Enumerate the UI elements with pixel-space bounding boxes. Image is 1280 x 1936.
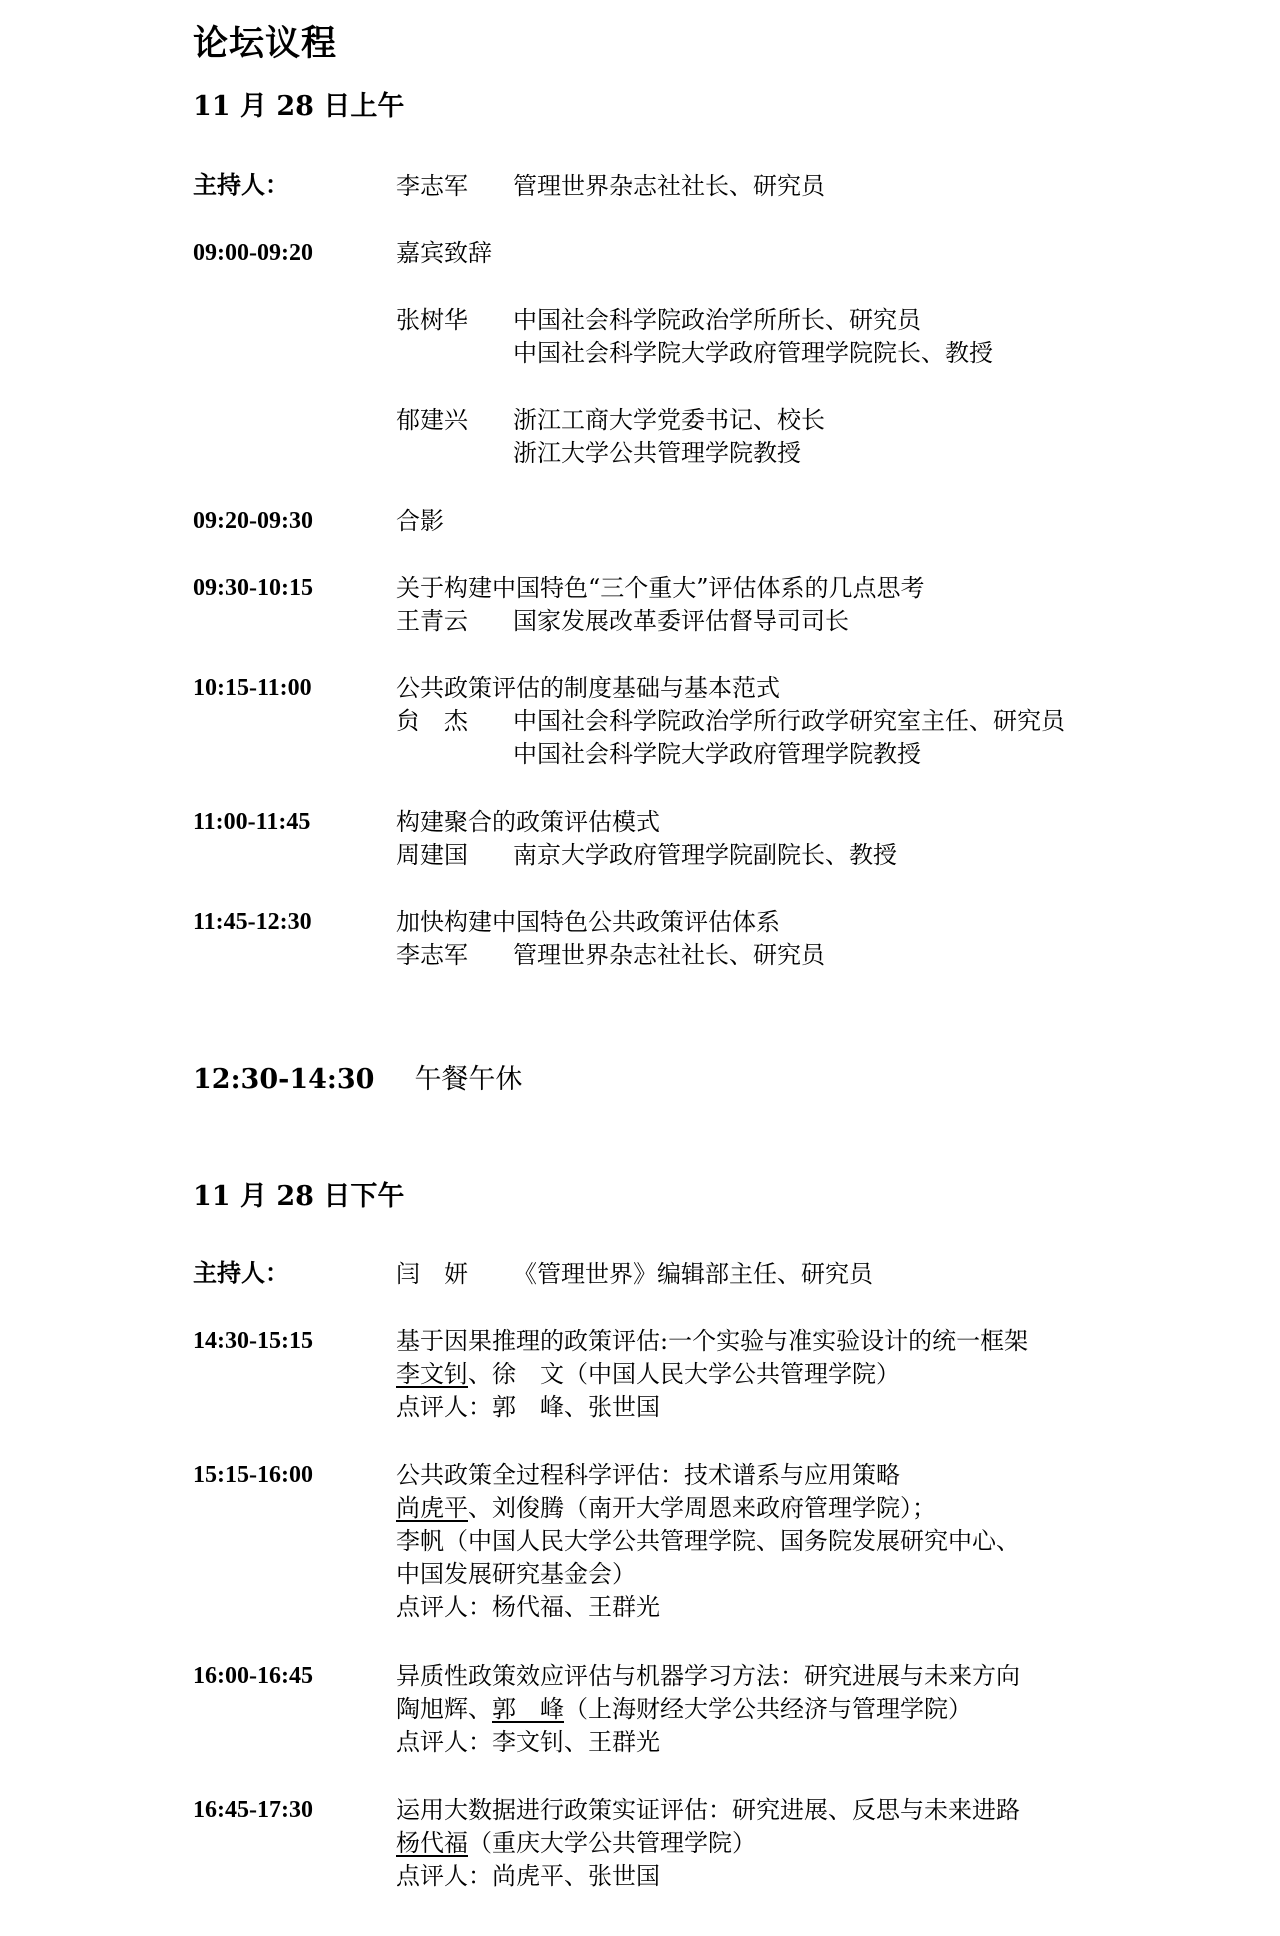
presenter-name: 杨代福 [396, 1829, 468, 1857]
host-name: 闫 妍 [396, 1260, 468, 1288]
paper-title: 公共政策全过程科学评估：技术谱系与应用策略 [396, 1461, 900, 1489]
coauthors-continued: 中国发展研究基金会） [396, 1560, 636, 1588]
session-time: 16:00-16:45 [193, 1663, 313, 1689]
paper-title: 基于因果推理的政策评估:一个实验与准实验设计的统一框架 [396, 1327, 1029, 1355]
coauthors: 、刘俊腾（南开大学周恩来政府管理学院）； [468, 1494, 936, 1522]
host-name: 李志军 [396, 172, 468, 200]
paper-title: 运用大数据进行政策实证评估：研究进展、反思与未来进路 [396, 1796, 1020, 1824]
speaker-role: 南京大学政府管理学院副院长、教授 [513, 841, 897, 869]
speaker-role: 中国社会科学院政治学所所长、研究员 [513, 306, 921, 334]
session-time: 09:20-09:30 [193, 508, 313, 534]
lunch-break-row [193, 1057, 522, 1096]
speaker-role: 中国社会科学院大学政府管理学院教授 [513, 740, 921, 768]
coauthors: （上海财经大学公共经济与管理学院） [564, 1695, 972, 1723]
session-time: 09:00-09:20 [193, 240, 313, 266]
session-topic: 嘉宾致辞 [396, 239, 492, 267]
host-label: 主持人： [193, 1261, 289, 1287]
host-label: 主持人： [193, 173, 289, 199]
speaker-name: 郁建兴 [396, 406, 468, 434]
speaker-name: 张树华 [396, 306, 468, 334]
coauthors: 、徐 文（中国人民大学公共管理学院） [468, 1360, 900, 1388]
session-time: 11:00-11:45 [193, 809, 311, 835]
session-time: 10:15-11:00 [193, 675, 312, 701]
speaker-name: 贠 杰 [396, 707, 468, 735]
speaker-name: 周建国 [396, 841, 468, 869]
session-time: 09:30-10:15 [193, 575, 313, 601]
speaker-role: 中国社会科学院政治学所行政学研究室主任、研究员 [513, 707, 1065, 735]
paper-title: 异质性政策效应评估与机器学习方法：研究进展与未来方向 [396, 1662, 1020, 1690]
morning-date-heading: 11 月 28 日上午 [193, 91, 405, 122]
session-topic: 加快构建中国特色公共政策评估体系 [396, 908, 780, 936]
session-time: 16:45-17:30 [193, 1797, 313, 1823]
reviewers: 点评人：李文钊、王群光 [396, 1728, 660, 1756]
reviewers: 点评人：尚虎平、张世国 [396, 1862, 660, 1890]
session-time: 15:15-16:00 [193, 1462, 313, 1488]
session-topic: 公共政策评估的制度基础与基本范式 [396, 674, 780, 702]
host-role: 《管理世界》编辑部主任、研究员 [513, 1260, 873, 1288]
afternoon-date-heading: 11 月 28 日下午 [193, 1181, 405, 1212]
speaker-role: 浙江大学公共管理学院教授 [513, 439, 801, 467]
host-role: 管理世界杂志社社长、研究员 [513, 172, 825, 200]
session-time: 14:30-15:15 [193, 1328, 313, 1354]
coauthors: （重庆大学公共管理学院） [468, 1829, 756, 1857]
reviewers: 点评人：郭 峰、张世国 [396, 1393, 660, 1421]
speaker-role: 国家发展改革委评估督导司司长 [513, 607, 849, 635]
speaker-name: 王青云 [396, 607, 468, 635]
session-time: 11:45-12:30 [193, 909, 312, 935]
speaker-name: 李志军 [396, 941, 468, 969]
presenter-name: 李文钊 [396, 1360, 468, 1388]
speaker-role: 中国社会科学院大学政府管理学院院长、教授 [513, 339, 993, 367]
session-topic: 构建聚合的政策评估模式 [396, 808, 660, 836]
page-title: 论坛议程 [193, 23, 338, 64]
lunch-label: 午餐午休 [414, 1064, 523, 1095]
presenter-name: 尚虎平 [396, 1494, 468, 1522]
presenter-name: 郭 峰 [492, 1695, 564, 1723]
coauthor-lead: 陶旭辉、 [396, 1695, 492, 1723]
coauthors-continued: 李帆（中国人民大学公共管理学院、国务院发展研究中心、 [396, 1527, 1020, 1555]
session-topic: 合影 [396, 507, 444, 535]
speaker-role: 管理世界杂志社社长、研究员 [513, 941, 825, 969]
session-topic: 关于构建中国特色“三个重大”评估体系的几点思考 [396, 574, 925, 602]
lunch-time: 12:30-14:30 [193, 1064, 375, 1095]
speaker-role: 浙江工商大学党委书记、校长 [513, 406, 825, 434]
reviewers: 点评人：杨代福、王群光 [396, 1593, 660, 1621]
